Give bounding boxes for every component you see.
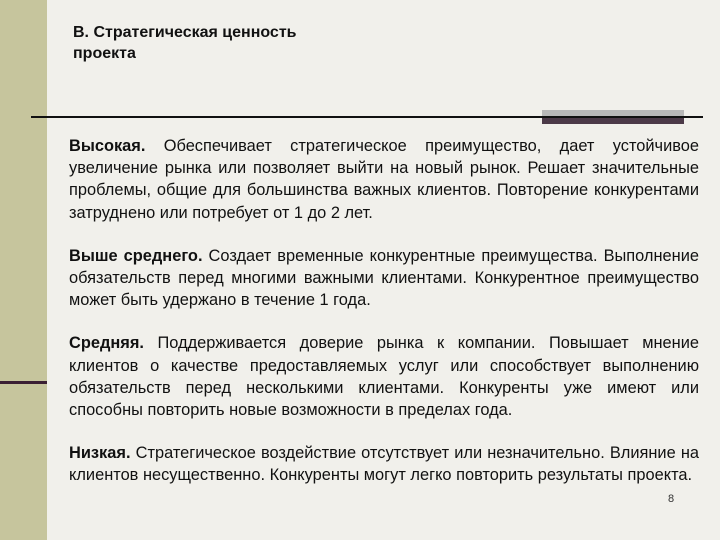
term-high: Высокая. xyxy=(69,137,146,155)
decorative-bar-bottom xyxy=(542,118,684,124)
slide-title: В. Стратегическая ценность проекта xyxy=(73,24,297,62)
text-above-average: Создает временные конкурентные преимущества. Выполнение обязательств перед многими важными клиентами. Конкурентное преимущество может быть удержано в течение 1 года. xyxy=(69,246,699,310)
page-number: 8 xyxy=(668,493,675,505)
left-sidebar-band xyxy=(0,0,47,540)
paragraph-low xyxy=(69,442,699,486)
text-high: Обеспечивает стратегическое преимущество, дает устойчивое увеличение рынка или позволяет выйти на новый рынок. Решает значительные проблемы, общие для большинства важных клиентов. Повторение конкурентами затруднено или потребует от 1 до 2 лет. xyxy=(69,137,699,222)
title-divider xyxy=(31,116,703,118)
paragraph-medium xyxy=(69,332,699,421)
text-low: Стратегическое воздействие отсутствует или незначительно. Влияние на клиентов несущественно. Конкуренты могут легко повторить результаты проекта. xyxy=(69,444,699,485)
slide-body xyxy=(69,135,699,508)
term-medium: Средняя. xyxy=(69,334,144,353)
term-above-average: Выше среднего. xyxy=(69,246,203,265)
sidebar-accent-line xyxy=(0,381,47,384)
paragraph-above-average xyxy=(69,245,699,312)
term-low: Низкая. xyxy=(69,444,131,463)
paragraph-high xyxy=(69,135,699,224)
text-medium: Поддерживается доверие рынка к компании. Повышает мнение клиентов о качестве предоставляемых услуг или способствует выполнению обязательств перед несколькими клиентами. Конкуренты уже имеют или способны повторить новые возможности в пределах года. xyxy=(69,334,699,420)
